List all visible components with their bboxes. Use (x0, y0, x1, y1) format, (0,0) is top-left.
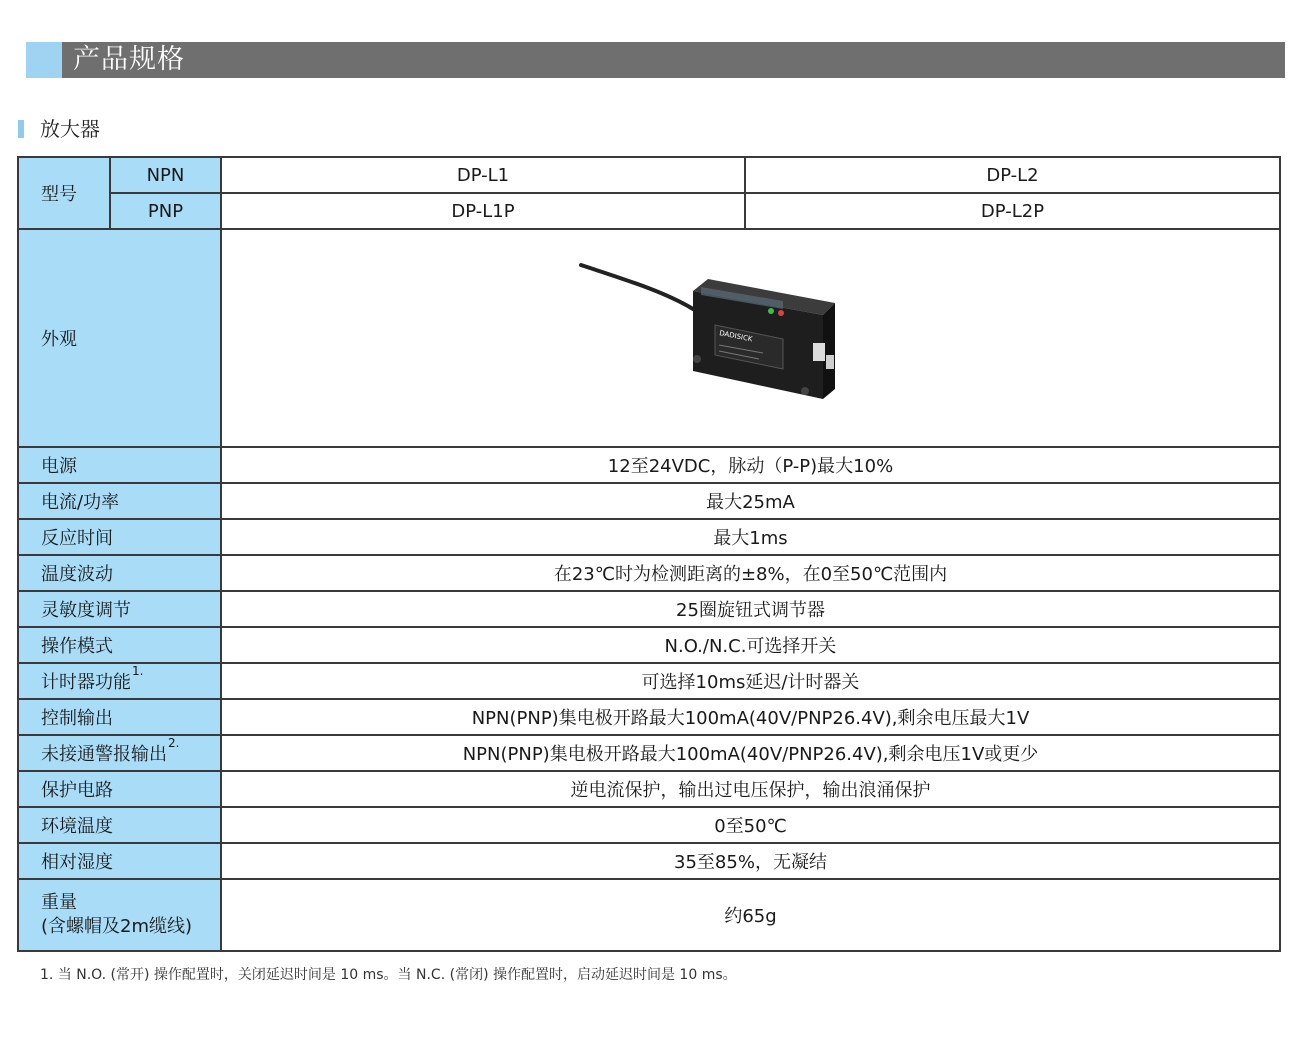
appearance-row (18, 229, 1280, 447)
weight-row (18, 879, 1280, 951)
model-pnp-1: DP-L1P (221, 193, 745, 229)
banner-title: 产品规格 (73, 44, 185, 75)
spec-label (18, 627, 221, 663)
footnote-marker: 2. (168, 736, 180, 750)
spec-label-text: 保护电路 (41, 780, 113, 801)
spec-value: 35至85%，无凝结 (221, 843, 1280, 879)
spec-row (18, 663, 1280, 699)
spec-label (18, 663, 221, 699)
spec-row (18, 519, 1280, 555)
spec-label-text: 反应时间 (41, 528, 113, 549)
spec-value: 最大25mA (221, 483, 1280, 519)
spec-row (18, 591, 1280, 627)
spec-label (18, 447, 221, 483)
section-banner (26, 42, 1285, 78)
spec-value: 25圈旋钮式调节器 (221, 591, 1280, 627)
footnote: 1. 当 N.O. (常开) 操作配置时，关闭延迟时间是 10 ms。当 N.C. (常闭) 操作配置时，启动延迟时间是 10 ms。 (40, 967, 737, 983)
spec-label-text: 温度波动 (41, 564, 113, 585)
appearance-label: 外观 (18, 229, 221, 447)
appearance-cell (221, 229, 1280, 447)
spec-label-text: 相对湿度 (41, 852, 113, 873)
spec-value: N.O./N.C.可选择开关 (221, 627, 1280, 663)
spec-label (18, 591, 221, 627)
weight-label (18, 879, 221, 951)
spec-label (18, 807, 221, 843)
weight-label-line1: 重量 (41, 892, 77, 913)
spec-label (18, 519, 221, 555)
footnote-marker: 1. (132, 664, 144, 678)
product-image (222, 231, 1279, 445)
model-npn-1: DP-L1 (221, 157, 745, 193)
spec-rows (18, 447, 1280, 879)
fiber-amplifier-image (223, 231, 1279, 445)
banner-accent-block (26, 42, 62, 78)
spec-row (18, 807, 1280, 843)
spec-label (18, 483, 221, 519)
spec-label-text: 电源 (41, 456, 77, 477)
subsection-marker (18, 120, 24, 138)
spec-label (18, 771, 221, 807)
spec-label (18, 735, 221, 771)
spec-label (18, 843, 221, 879)
product-brand-text: DADISICK (718, 329, 753, 344)
spec-row (18, 699, 1280, 735)
spec-row (18, 771, 1280, 807)
spec-row (18, 735, 1280, 771)
spec-value: 最大1ms (221, 519, 1280, 555)
spec-label-text: 控制输出 (41, 708, 113, 729)
spec-label-text: 操作模式 (41, 636, 113, 657)
spec-label-text: 灵敏度调节 (41, 600, 131, 621)
model-label: 型号 (18, 157, 110, 229)
subsection-title: 放大器 (40, 117, 100, 141)
model-npn-2: DP-L2 (745, 157, 1280, 193)
spec-row (18, 483, 1280, 519)
spec-value: 12至24VDC，脉动（P-P)最大10% (221, 447, 1280, 483)
spec-label (18, 555, 221, 591)
spec-label-text: 电流/功率 (41, 492, 120, 513)
model-pnp-2: DP-L2P (745, 193, 1280, 229)
spec-value: NPN(PNP)集电极开路最大100mA(40V/PNP26.4V),剩余电压1V或更少 (221, 735, 1280, 771)
spec-label-text: 环境温度 (41, 816, 113, 837)
spec-label-text: 计时器功能 (41, 672, 131, 693)
weight-label-line2: (含螺帽及2m缆线) (41, 916, 193, 937)
spec-value: 可选择10ms延迟/计时器关 (221, 663, 1280, 699)
spec-label-text: 未接通警报输出 (41, 744, 167, 765)
spec-value: 0至50℃ (221, 807, 1280, 843)
spec-row (18, 447, 1280, 483)
spec-row (18, 627, 1280, 663)
model-row-npn (18, 157, 1280, 193)
pnp-label: PNP (110, 193, 221, 229)
spec-label (18, 699, 221, 735)
spec-table (17, 156, 1281, 952)
weight-value: 约65g (221, 879, 1280, 951)
spec-row (18, 843, 1280, 879)
npn-label: NPN (110, 157, 221, 193)
spec-value: NPN(PNP)集电极开路最大100mA(40V/PNP26.4V),剩余电压最大1V (221, 699, 1280, 735)
spec-row (18, 555, 1280, 591)
spec-value: 在23℃时为检测距离的±8%，在0至50℃范围内 (221, 555, 1280, 591)
model-row-pnp (18, 193, 1280, 229)
spec-value: 逆电流保护，输出过电压保护，输出浪涌保护 (221, 771, 1280, 807)
